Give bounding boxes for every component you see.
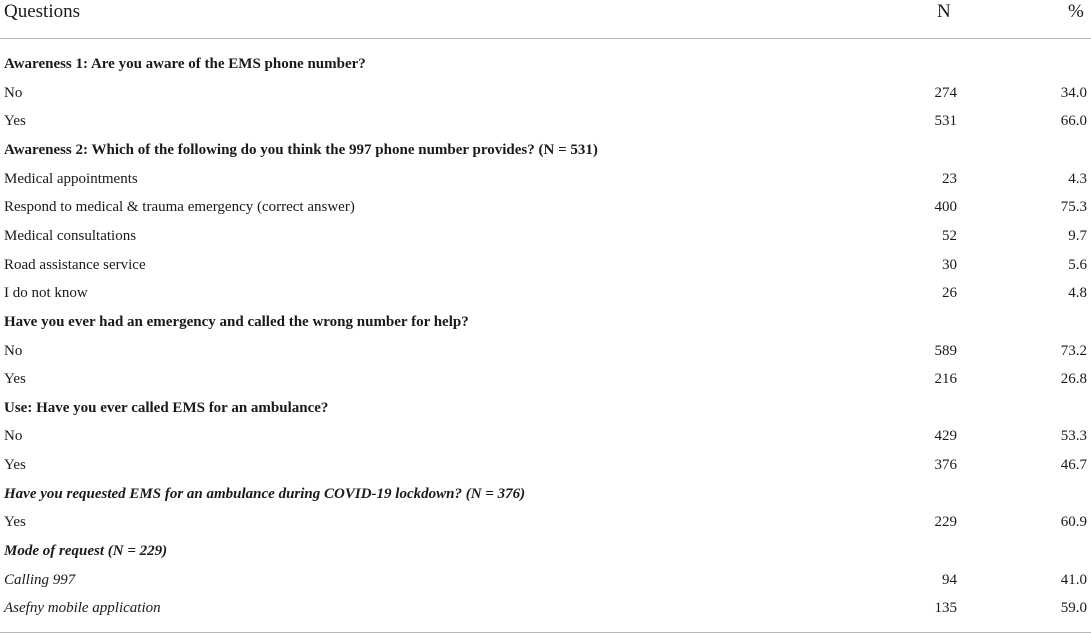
n-cell: 274 [934, 85, 957, 101]
table-row [0, 170, 1091, 198]
question-cell: Have you requested EMS for an ambulance during COVID-19 lockdown? (N = 376) [4, 486, 526, 502]
section-row [0, 313, 1091, 341]
question-cell: I do not know [4, 285, 88, 301]
question-cell: Road assistance service [4, 257, 146, 273]
bottom-rule [0, 632, 1091, 633]
header-rule [0, 38, 1091, 39]
percent-cell: 41.0 [1060, 572, 1087, 588]
section-row [0, 542, 1091, 570]
question-cell: Awareness 2: Which of the following do you think the 997 phone number provides? (N = 531) [4, 142, 598, 158]
question-cell: Yes [4, 514, 26, 530]
n-cell: 94 [942, 572, 957, 588]
question-cell: Yes [4, 371, 26, 387]
percent-cell: 53.3 [1060, 428, 1087, 444]
table-row [0, 599, 1091, 627]
section-row [0, 141, 1091, 169]
n-cell: 135 [934, 600, 957, 616]
section-row [0, 399, 1091, 427]
question-cell: Medical appointments [4, 171, 138, 187]
percent-cell: 4.8 [1068, 285, 1087, 301]
question-cell: Respond to medical & trauma emergency (correct answer) [4, 199, 355, 215]
table-row [0, 284, 1091, 312]
header-percent: % [1068, 1, 1084, 22]
table-row [0, 370, 1091, 398]
table-row [0, 456, 1091, 484]
question-cell: Yes [4, 113, 26, 129]
percent-cell: 75.3 [1060, 199, 1087, 215]
n-cell: 26 [942, 285, 957, 301]
n-cell: 531 [934, 113, 957, 129]
table-row [0, 342, 1091, 370]
n-cell: 216 [934, 371, 957, 387]
question-cell: Yes [4, 457, 26, 473]
percent-cell: 34.0 [1060, 85, 1087, 101]
table-row [0, 112, 1091, 140]
table-row [0, 513, 1091, 541]
percent-cell: 46.7 [1060, 457, 1087, 473]
question-cell: Medical consultations [4, 228, 137, 244]
header-n: N [937, 1, 951, 22]
header-questions: Questions [4, 1, 80, 22]
question-cell: Asefny mobile application [4, 600, 161, 616]
n-cell: 429 [934, 428, 957, 444]
percent-cell: 5.6 [1068, 257, 1087, 273]
n-cell: 23 [942, 171, 957, 187]
question-cell: Mode of request (N = 229) [4, 543, 168, 559]
question-cell: No [4, 85, 23, 101]
percent-cell: 59.0 [1060, 600, 1087, 616]
question-cell: Awareness 1: Are you aware of the EMS phone number? [4, 56, 366, 72]
table-row [0, 427, 1091, 455]
question-cell: Calling 997 [4, 572, 76, 588]
question-cell: No [4, 343, 23, 359]
n-cell: 589 [934, 343, 957, 359]
question-cell: Have you ever had an emergency and called the wrong number for help? [4, 314, 469, 330]
question-cell: Use: Have you ever called EMS for an ambulance? [4, 400, 329, 416]
table-row [0, 84, 1091, 112]
table-row [0, 198, 1091, 226]
percent-cell: 60.9 [1060, 514, 1087, 530]
percent-cell: 66.0 [1060, 113, 1087, 129]
section-row [0, 485, 1091, 513]
question-cell: No [4, 428, 23, 444]
n-cell: 30 [942, 257, 957, 273]
percent-cell: 9.7 [1068, 228, 1087, 244]
table-row [0, 571, 1091, 599]
percent-cell: 26.8 [1060, 371, 1087, 387]
n-cell: 400 [934, 199, 957, 215]
percent-cell: 73.2 [1060, 343, 1087, 359]
table-row [0, 256, 1091, 284]
table-header [0, 0, 1091, 38]
section-row [0, 55, 1091, 83]
table-row [0, 227, 1091, 255]
n-cell: 376 [934, 457, 957, 473]
n-cell: 52 [942, 228, 957, 244]
percent-cell: 4.3 [1068, 171, 1087, 187]
n-cell: 229 [934, 514, 957, 530]
